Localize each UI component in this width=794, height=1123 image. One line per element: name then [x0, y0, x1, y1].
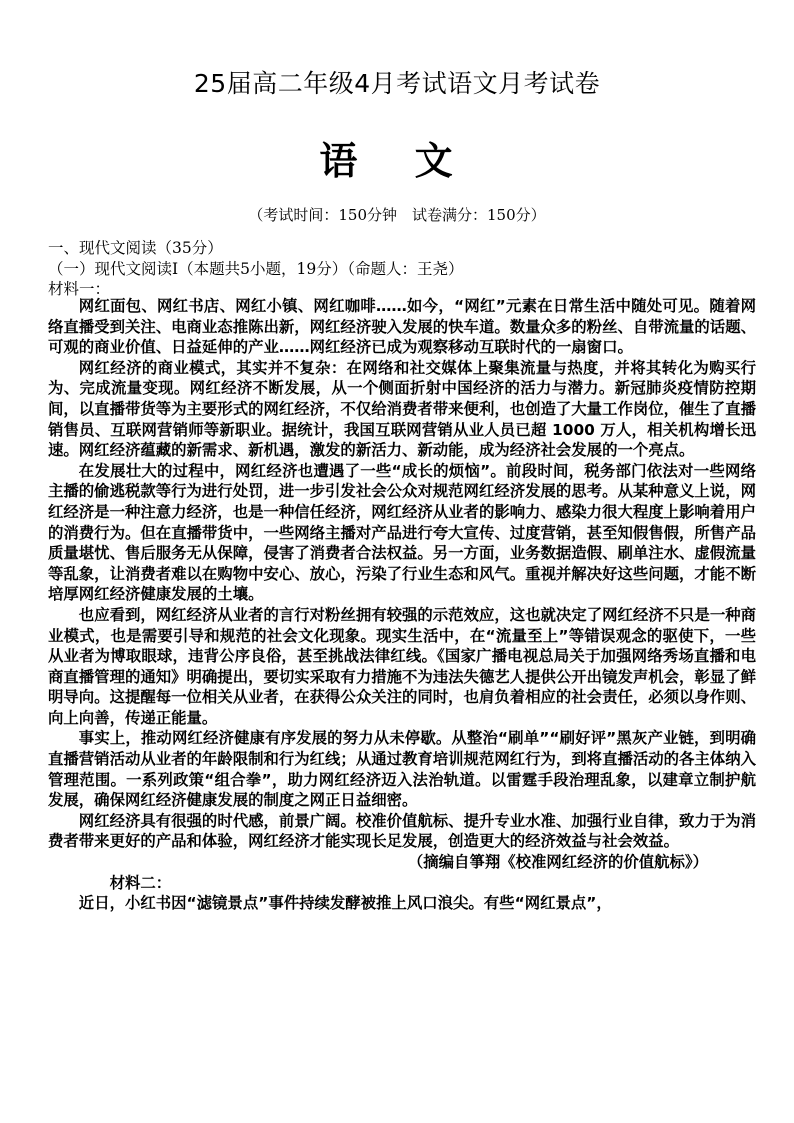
material1-label: 材料一： [48, 280, 111, 298]
material1-paragraph-2: 网红经济的商业模式，其实并不复杂：在网络和社交媒体上聚集流量与热度，并将其转化为购买行为、完成流量变现。网红经济不断发展，从一个侧面折射中国经济的活力与潜力。新冠肺炎疫情防控期间，以直播带货等为主要形式的网红经济，不仅给消费者带来便利，也创造了大量工作岗位，催生了直播销售员、互联网营销师等新职业。据统计，我国互联网营销从业人员已超 1000 万人，相关机构增长迅速。网红经济蕴藏的新需求、新机遇，激发的新活力、新动能，成为经济社会发展的一个亮点。 [48, 358, 756, 460]
section-heading: 一、现代文阅读（35分） [48, 239, 223, 257]
subject-title: 语 文 [319, 138, 475, 183]
material1-paragraph-4: 也应看到，网红经济从业者的言行对粉丝拥有较强的示范效应，这也就决定了网红经济不只是一种商业模式，也是需要引导和规范的社会文化现象。现实生活中，在“流量至上”等错误观念的驱使下，一些从业者为博取眼球，违背公序良俗，甚至挑战法律红线。《国家广播电视总局关于加强网络秀场直播和电商直播管理的通知》明确提出，要切实采取有力措施不为违法失德艺人提供公开出镜发声机会，彰显了鲜明导向。这提醒每一位相关从业者，在获得公众关注的同时，也肩负着相应的社会责任，必须以身作则、向上向善，传递正能量。 [48, 605, 756, 727]
material1-source: （摘编自箏翔《校准网红经济的价值航标》） [407, 853, 708, 872]
material1-paragraph-5: 事实上，推动网红经济健康有序发展的努力从未停歇。从整治“刷单”“刷好评”黑灰产业链，到明确直播营销活动从业者的年龄限制和行为红线；从通过教育培训规范网红行为，到将直播活动的各主体纳入管理范围。一系列政策“组合拳”，助力网红经济迈入法治轨道。以雷霆手段治理乱象，以建章立制护航发展，确保网红经济健康发展的制度之网正日益细密。 [48, 729, 756, 810]
passage-body [48, 296, 756, 914]
material2-label: 材料二： [109, 873, 172, 892]
exam-info: （考试时间：150分钟 试卷满分：150分） [248, 206, 546, 224]
section-subheading: （一）现代文阅读Ⅰ（本题共5小题，19分）（命题人：王尧） [48, 260, 464, 278]
exam-title: 25届高二年级4月考试语文月考试卷 [193, 69, 601, 98]
material1-paragraph-1: 网红面包、网红书店、网红小镇、网红咖啡……如今，“网红”元素在日常生活中随处可见。随着网络直播受到关注、电商业态推陈出新，网红经济驶入发展的快车道。数量众多的粉丝、自带流量的话题、可观的商业价值、日益延伸的产业……网红经济已成为观察移动互联时代的一扇窗口。 [48, 297, 756, 357]
material1-paragraph-6: 网红经济具有很强的时代感，前景广阔。校准价值航标、提升专业水准、加强行业自律，致力于为消费者带来更好的产品和体验，网红经济才能实现长足发展，创造更大的经济效益与社会效益。 [48, 811, 756, 851]
material1-paragraph-3: 在发展壮大的过程中，网红经济也遭遇了一些“成长的烦恼”。前段时间，税务部门依法对一些网络主播的偷逃税款等行为进行处罚，进一步引发社会公众对规范网红经济发展的思考。从某种意义上说，网红经济是一种注意力经济，也是一种信任经济，网红经济从业者的影响力、感染力很大程度上影响着用户的消费行为。但在直播带货中，一些网络主播对产品进行夸大宣传、过度营销，甚至知假售假，所售产品质量堪忧、售后服务无从保障，侵害了消费者合法权益。另一方面，业务数据造假、刷单注水、虚假流量等乱象，让消费者难以在购物中安心、放心，污染了行业生态和风气。重视并解决好这些问题，才能不断培厚网红经济健康发展的土壤。 [48, 461, 756, 604]
material2-paragraph-1: 近日，小红书因“滤镜景点”事件持续发酵被推上风口浪尖。有些“网红景点”， [78, 894, 612, 913]
